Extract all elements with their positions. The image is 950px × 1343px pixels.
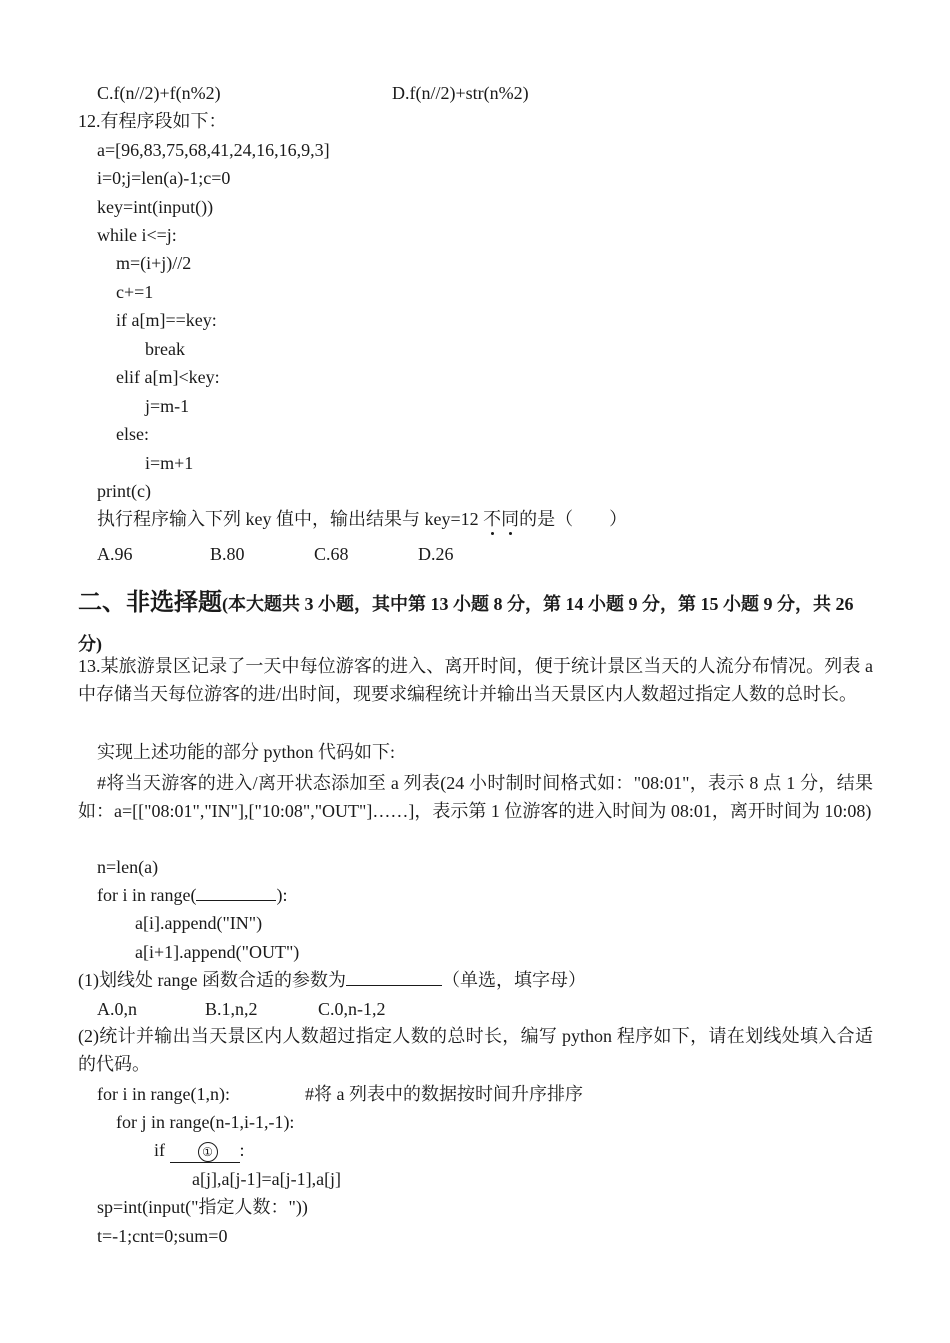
code-line: else:	[116, 424, 149, 444]
section-subtitle: (本大题共 3 小题，其中第 13 小题 8 分，第 14 小题 9 分，第 15 小题 9 分，共 26 分)	[78, 594, 854, 654]
code-line: if a[m]==key:	[116, 310, 217, 330]
q13-sub2: (2)统计并输出当天景区内人数超过指定人数的总时长，编写 python 程序如下，请在划线处填入合适的代码。	[78, 1026, 873, 1074]
circled-number-1: ①	[198, 1142, 218, 1162]
q13-code-intro: 实现上述功能的部分 python 代码如下:	[97, 742, 396, 762]
code-line: for i in range(1,n):	[97, 1084, 230, 1104]
code-text: ):	[276, 885, 288, 905]
q13-sub1-option-c: C.0,n-1,2	[318, 999, 386, 1019]
code-text: for i in range(	[97, 885, 197, 905]
fill-blank[interactable]	[196, 900, 276, 901]
code-line: a=[96,83,75,68,41,24,16,16,9,3]	[97, 140, 330, 160]
q11-option-c: C.f(n//2)+f(n%2)	[97, 83, 221, 103]
code-line: break	[145, 339, 185, 359]
q12-option-a: A.96	[97, 544, 133, 564]
code-line: while i<=j:	[97, 225, 177, 245]
q12-option-b: B.80	[210, 544, 245, 564]
code-line: for j in range(n-1,i-1,-1):	[116, 1112, 295, 1132]
code-line: i=m+1	[145, 453, 194, 473]
emphasis-dot-char: 同	[501, 509, 520, 529]
q12-option-c: C.68	[314, 544, 349, 564]
fill-blank[interactable]	[346, 985, 442, 986]
answer-parentheses: 的是（ ）	[519, 509, 628, 529]
code-line-range	[97, 884, 287, 906]
code-line: i=0;j=len(a)-1;c=0	[97, 168, 231, 188]
code-line: n=len(a)	[97, 857, 159, 877]
code-text: if	[154, 1140, 165, 1160]
emphasis-dot-char: 不	[483, 509, 502, 529]
q12-option-d: D.26	[418, 544, 454, 564]
code-line: c+=1	[116, 282, 154, 302]
fill-blank-1[interactable]	[170, 1139, 240, 1163]
code-line: j=m-1	[145, 396, 190, 416]
code-line: a[j],a[j-1]=a[j-1],a[j]	[192, 1169, 342, 1189]
code-line: sp=int(input("指定人数："))	[97, 1197, 308, 1217]
code-line-if	[154, 1139, 245, 1163]
q12-title: 12.有程序段如下：	[78, 111, 227, 131]
q13-sub1	[78, 969, 586, 991]
code-line: m=(i+j)//2	[116, 253, 192, 273]
code-comment: #将 a 列表中的数据按时间升序排序	[305, 1084, 583, 1104]
q12-question	[97, 508, 627, 530]
code-line: elif a[m]<key:	[116, 367, 220, 387]
q11-option-d: D.f(n//2)+str(n%2)	[392, 83, 529, 103]
code-line: t=-1;cnt=0;sum=0	[97, 1226, 228, 1246]
code-line: a[i+1].append("OUT")	[135, 942, 300, 962]
q13-comment: #将当天游客的进入/离开状态添加至 a 列表(24 小时制时间格式如："08:01"，表示 8 点 1 分，结果如：a=[["08:01","IN"],["10:08","OUT"]……]，表示第 1 位游客的进入时间为 08:01，离开时间为 10:08)	[78, 773, 873, 821]
code-line: a[i].append("IN")	[135, 913, 263, 933]
q13-sub1-option-b: B.1,n,2	[205, 999, 258, 1019]
q13-sub1-note: （单选，填字母）	[441, 970, 586, 990]
section-title: 二、非选择题	[78, 588, 222, 616]
q13-intro: 13.某旅游景区记录了一天中每位游客的进入、离开时间，便于统计景区当天的人流分布情况。列表 a 中存储当天每位游客的进/出时间，现要求编程统计并输出当天景区内人数超过指定人数的总时长。	[78, 656, 873, 704]
q13-sub1-text: (1)划线处 range 函数合适的参数为	[78, 970, 346, 990]
code-line: print(c)	[97, 481, 151, 501]
code-line: key=int(input())	[97, 197, 214, 217]
q12-question-text: 执行程序输入下列 key 值中，输出结果与 key=12	[97, 509, 484, 529]
code-text: :	[239, 1140, 245, 1160]
q13-sub1-option-a: A.0,n	[97, 999, 137, 1019]
